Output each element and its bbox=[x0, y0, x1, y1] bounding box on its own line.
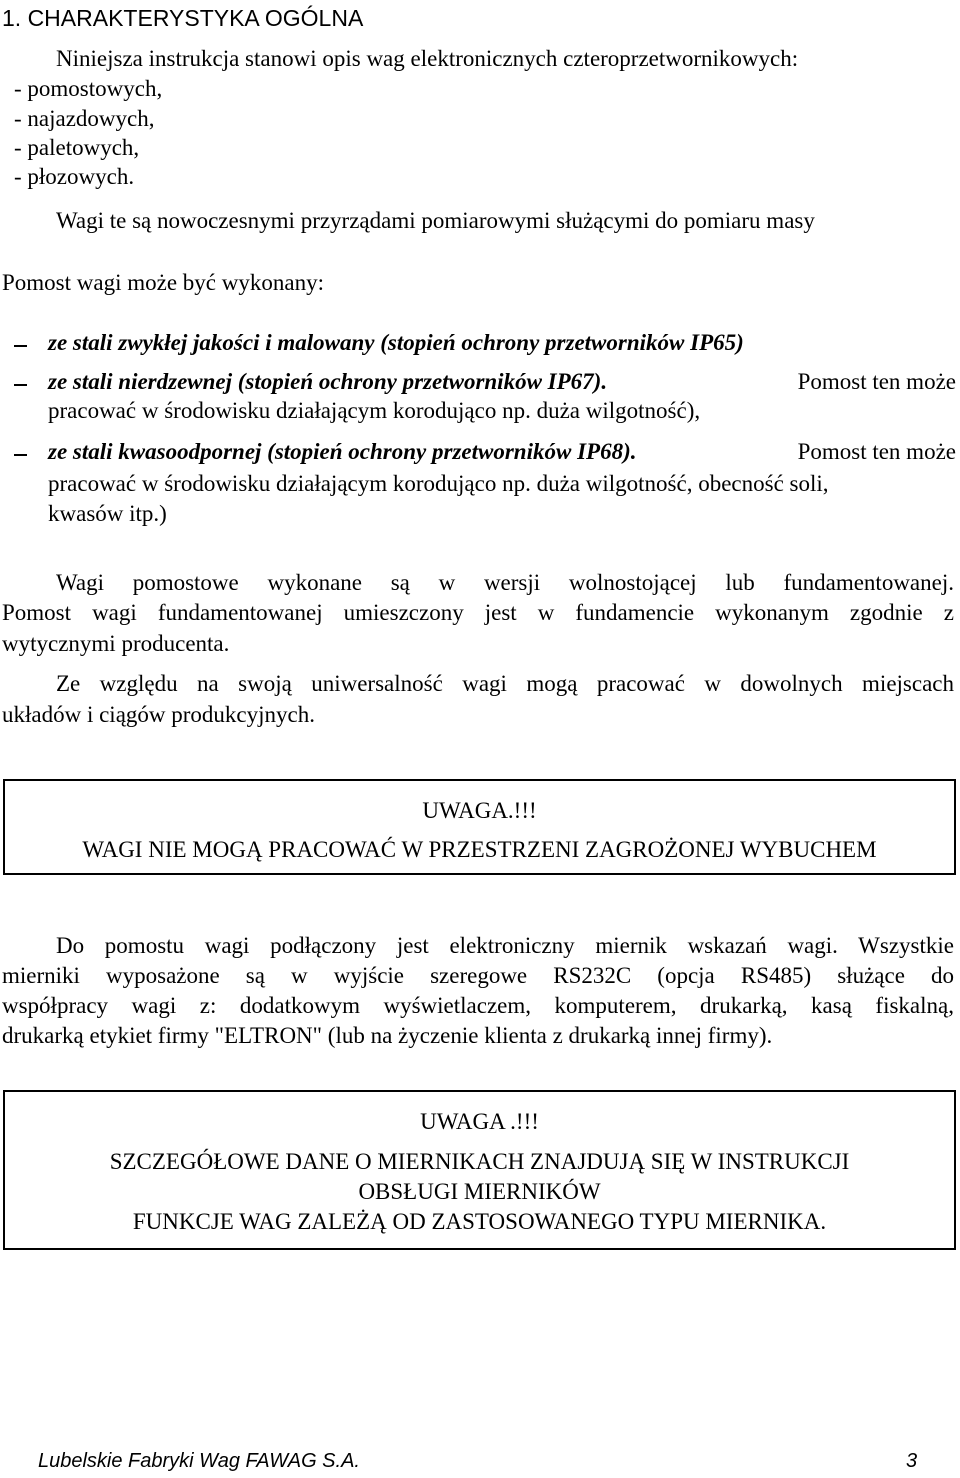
miernik-line4: drukarką etykiet firmy "ELTRON" (lub na życzenie klienta z drukarką innej firmy). bbox=[2, 1023, 773, 1048]
material-item-2 bbox=[48, 367, 956, 397]
bullet-dash-1 bbox=[14, 345, 27, 347]
footer-page-number: 3 bbox=[906, 1450, 918, 1472]
miernik-line3: współpracy wagi z: dodatkowym wyświetlaczem, komputerem, drukarką, kasą fiskalną, bbox=[2, 993, 954, 1018]
pomostowe-line1: Wagi pomostowe wykonane są w wersji wolnostojącej lub fundamentowanej. bbox=[56, 570, 954, 595]
miernik-line2: mierniki wyposażone są w wyjście szeregowe RS232C (opcja RS485) służące do bbox=[2, 963, 954, 988]
section-heading: 1. CHARAKTERYSTYKA OGÓLNA bbox=[2, 5, 364, 31]
pomostowe-line3: wytycznymi producenta. bbox=[2, 631, 230, 656]
uniwersalnosc-line2: układów i ciągów produkcyjnych. bbox=[2, 702, 315, 727]
material-item-3 bbox=[48, 437, 956, 467]
pomostowe-line2: Pomost wagi fundamentowanej umieszczony jest w fundamencie wykonanym zgodnie z bbox=[2, 600, 954, 625]
type-item-3: - paletowych, bbox=[14, 135, 140, 160]
bullet-dash-3 bbox=[14, 454, 27, 456]
material-item-3-line3: kwasów itp.) bbox=[48, 501, 167, 526]
platform-intro: Pomost wagi może być wykonany: bbox=[2, 270, 324, 295]
material-item-3-line2: pracować w środowisku działającym korodująco np. duża wilgotność, obecność soli, bbox=[48, 471, 829, 496]
warning-2-line3: FUNKCJE WAG ZALEŻĄ OD ZASTOSOWANEGO TYPU MIERNIKA. bbox=[132, 1209, 827, 1234]
material-item-2-text: Pomost ten może bbox=[797, 369, 956, 394]
material-item-2-bold: ze stali nierdzewnej (stopień ochrony przetworników IP67). bbox=[48, 369, 608, 394]
type-item-2: - najazdowych, bbox=[14, 106, 155, 131]
warning-box-2 bbox=[3, 1090, 956, 1250]
warning-1-title: UWAGA.!!! bbox=[422, 798, 537, 823]
warning-2-line2: OBSŁUGI MIERNIKÓW bbox=[358, 1179, 601, 1204]
intro-paragraph: Niniejsza instrukcja stanowi opis wag elektronicznych czteroprzetwornikowych: bbox=[56, 46, 799, 71]
miernik-line1: Do pomostu wagi podłączony jest elektroniczny miernik wskazań wagi. Wszystkie bbox=[56, 933, 954, 958]
purpose-paragraph: Wagi te są nowoczesnymi przyrządami pomiarowymi służącymi do pomiaru masy bbox=[56, 208, 815, 233]
material-item-2-line2: pracować w środowisku działającym korodująco np. duża wilgotność), bbox=[48, 398, 701, 423]
material-item-1: ze stali zwykłej jakości i malowany (stopień ochrony przetworników IP65) bbox=[48, 330, 744, 355]
warning-2-title: UWAGA .!!! bbox=[420, 1109, 539, 1134]
material-item-3-text: Pomost ten może bbox=[797, 439, 956, 464]
type-item-1: - pomostowych, bbox=[14, 76, 163, 101]
type-item-4: - płozowych. bbox=[14, 164, 135, 189]
warning-1-text: WAGI NIE MOGĄ PRACOWAĆ W PRZESTRZENI ZAGROŻONEJ WYBUCHEM bbox=[82, 837, 877, 862]
footer-company: Lubelskie Fabryki Wag FAWAG S.A. bbox=[38, 1450, 360, 1472]
material-item-3-bold: ze stali kwasoodpornej (stopień ochrony przetworników IP68). bbox=[48, 439, 637, 464]
bullet-dash-2 bbox=[14, 384, 27, 386]
warning-box-1 bbox=[3, 779, 956, 875]
uniwersalnosc-line1: Ze względu na swoją uniwersalność wagi mogą pracować w dowolnych miejscach bbox=[56, 671, 954, 696]
warning-2-line1: SZCZEGÓŁOWE DANE O MIERNIKACH ZNAJDUJĄ SIĘ W INSTRUKCJI bbox=[109, 1149, 850, 1174]
